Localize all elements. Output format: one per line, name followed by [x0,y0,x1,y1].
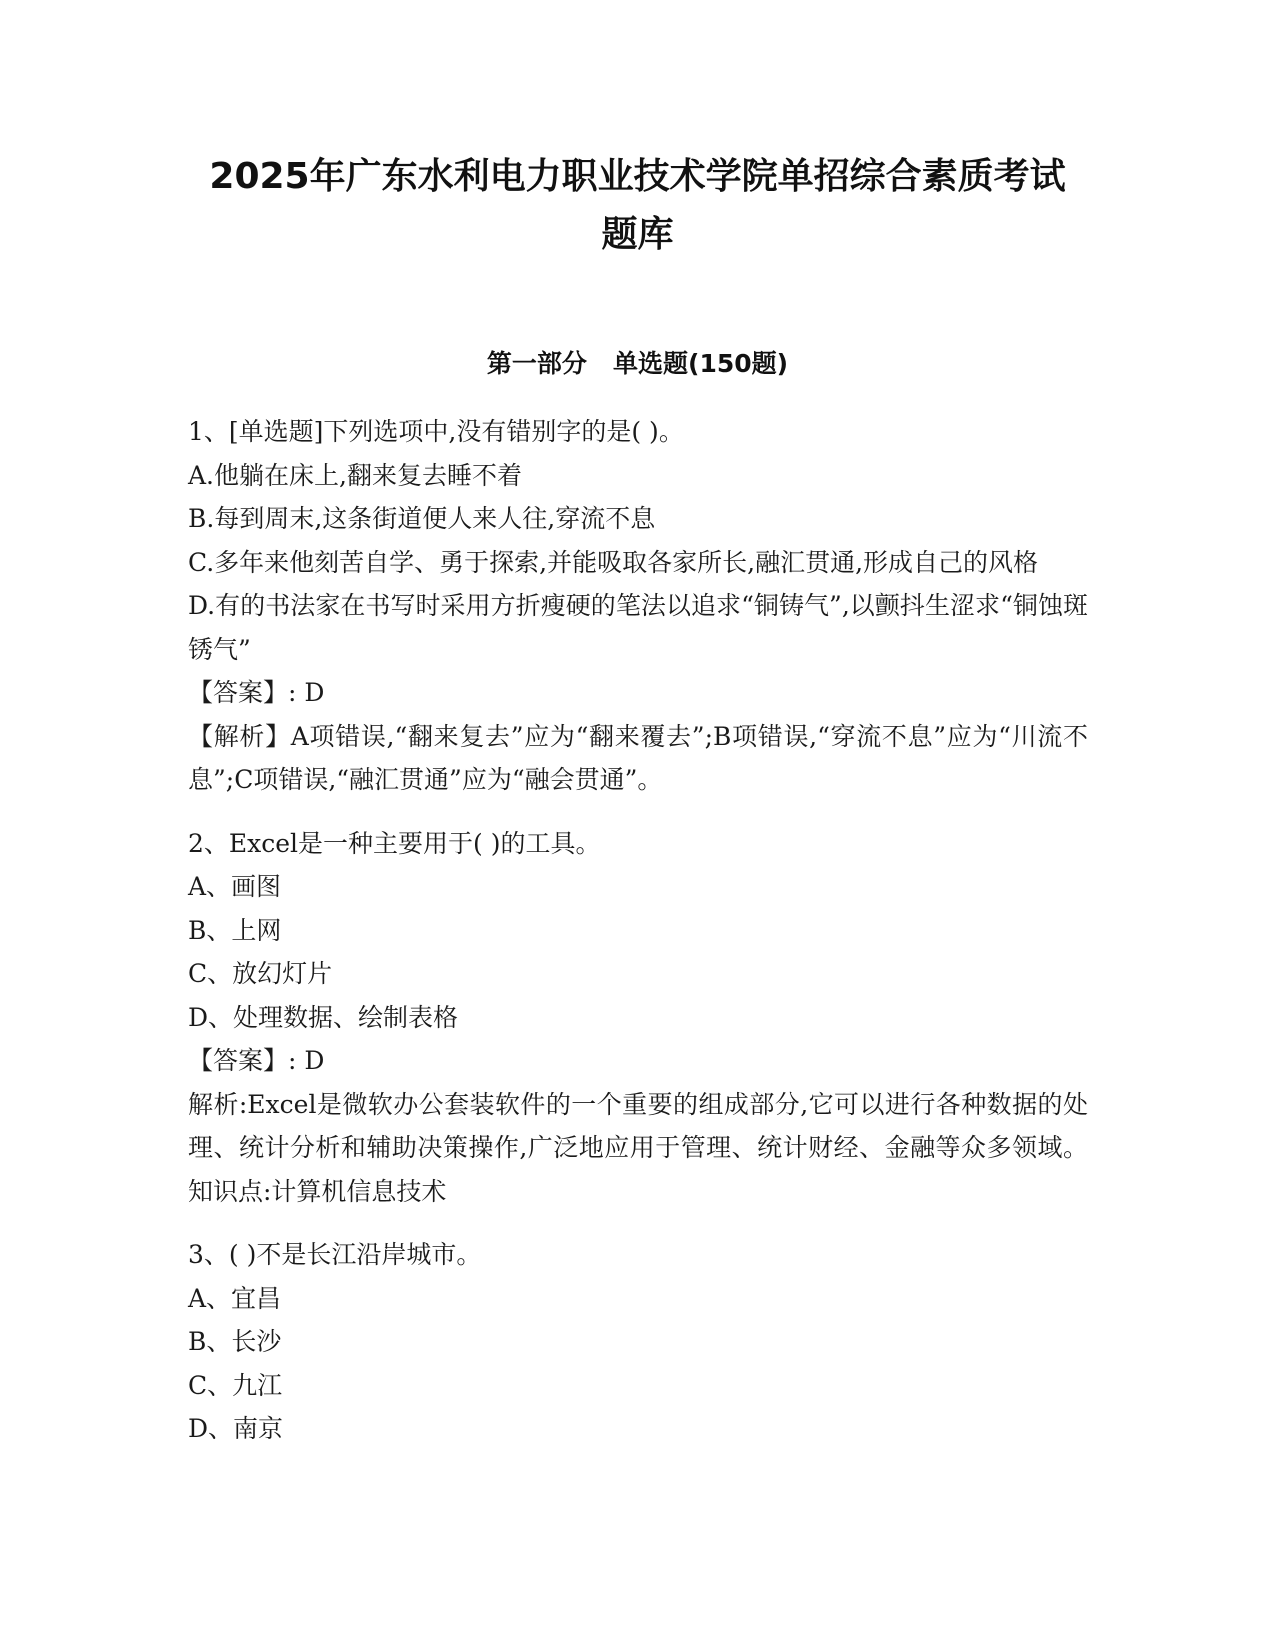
option-a: A、宜昌 [188,1283,282,1313]
question-stem: 3、( )不是长江沿岸城市。 [188,1240,482,1269]
option-c: C、放幻灯片 [188,959,333,988]
option-b: B.每到周末,这条街道便人来人往,穿流不息 [188,504,656,533]
answer: 【答案】: D [188,1046,325,1075]
question-stem: 1、[单选题]下列选项中,没有错别字的是( )。 [188,417,684,446]
option-d: D、处理数据、绘制表格 [188,1002,459,1032]
option-a: A、画图 [188,872,282,901]
option-c: C、九江 [188,1370,283,1400]
question-stem: 2、Excel是一种主要用于( )的工具。 [188,828,601,858]
question-2 [188,822,1088,1214]
analysis: 【解析】A项错误,“翻来复去”应为“翻来覆去”;B项错误,“穿流不息”应为“川流不息”;C项错误,“融汇贯通”应为“融会贯通”。 [188,721,1088,794]
document-title-line-2: 题库 [601,214,674,255]
analysis: 解析:Excel是微软办公套装软件的一个重要的组成部分,它可以进行各种数据的处理、统计分析和辅助决策操作,广泛地应用于管理、统计财经、金融等众多领域。知识点:计算机信息技术 [188,1089,1088,1206]
question-list [188,410,1088,1471]
question-3 [188,1233,1088,1451]
option-c: C.多年来他刻苦自学、勇于探索,并能吸取各家所长,融汇贯通,形成自己的风格 [188,547,1039,577]
question-1 [188,410,1088,802]
option-b: B、长沙 [188,1327,282,1356]
option-d: D.有的书法家在书写时采用方折瘦硬的笔法以追求“铜铸气”,以颤抖生涩求“铜蚀斑锈气” [188,591,1088,664]
option-a: A.他躺在床上,翻来复去睡不着 [188,460,522,490]
document-title-line-1: 2025年广东水利电力职业技术学院单招综合素质考试 [209,156,1066,197]
option-b: B、上网 [188,915,282,945]
option-d: D、南京 [188,1414,284,1443]
section-title: 第一部分 单选题(150题) [486,349,789,378]
answer: 【答案】: D [188,678,325,707]
document-title [150,148,1125,264]
